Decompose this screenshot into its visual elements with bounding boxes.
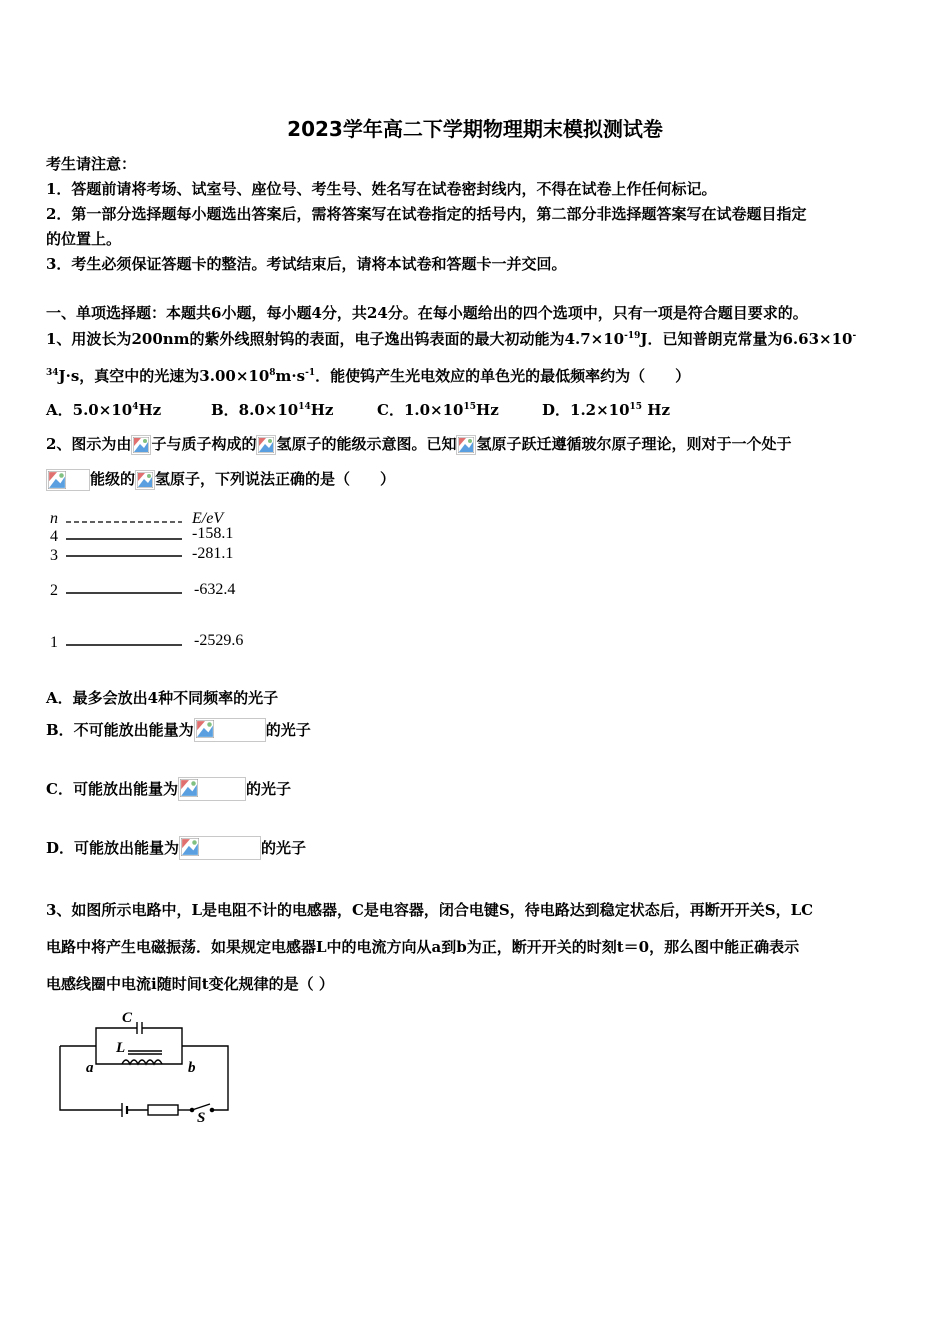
circuit-wire-left bbox=[60, 1046, 122, 1110]
q3-line3: 电感线圈中电流i随时间t变化规律的是（ ） bbox=[46, 975, 334, 993]
page-title: 2023学年高二下学期物理期末模拟测试卷 bbox=[287, 117, 663, 141]
q1-line2 bbox=[46, 365, 690, 386]
q2-text: 2、图示为由 bbox=[46, 435, 132, 453]
label-l: L bbox=[116, 1040, 126, 1056]
broken-image-icon bbox=[131, 435, 151, 455]
q1-option-b: B．$8.0\times 10^{14}Hz$ bbox=[211, 401, 334, 419]
q1-wavelength: 200nm bbox=[131, 330, 190, 348]
level-e-1: -2529.6 bbox=[194, 632, 244, 649]
q2-option-c: C．可能放出能量为 的光子 bbox=[46, 777, 291, 801]
resistor bbox=[148, 1105, 178, 1115]
lc-circuit-diagram bbox=[50, 1008, 240, 1128]
level-e-2: -632.4 bbox=[194, 581, 236, 598]
label-c: C bbox=[122, 1010, 133, 1026]
notice-heading: 考生请注意： bbox=[46, 155, 137, 173]
level-n-2: 2 bbox=[50, 582, 58, 599]
q2-option-b: B．不可能放出能量为 的光子 bbox=[46, 718, 311, 742]
diagram-e-label: E/eV bbox=[192, 510, 224, 527]
broken-image-icon bbox=[178, 777, 246, 801]
q2-text: 子与质子构成的 bbox=[151, 435, 257, 453]
q1-unit-exp: -1 bbox=[305, 368, 316, 378]
level-n-4: 4 bbox=[50, 528, 58, 545]
q2-text: 氢原子跃迁遵循玻尔原子理论，则对于一个处于 bbox=[476, 435, 792, 453]
loop-wire bbox=[96, 1028, 182, 1064]
q2-line2 bbox=[46, 468, 395, 491]
broken-image-icon bbox=[456, 435, 476, 455]
broken-image-icon bbox=[135, 470, 155, 490]
notice-item-2: 2．第一部分选择题每小题选出答案后，需将答案写在试卷指定的括号内，第二部分非选择题答案写在试卷题目指定 bbox=[46, 205, 807, 223]
q2-option-d: D．可能放出能量为 的光子 bbox=[46, 836, 306, 860]
broken-image-icon bbox=[194, 718, 266, 742]
q1-lightspeed: 3.00×10 bbox=[199, 367, 270, 385]
q1-line1 bbox=[46, 328, 856, 349]
q1-lightspeed-exp: 8 bbox=[269, 368, 276, 378]
broken-image-icon bbox=[46, 469, 90, 491]
q1-planck-exp: - bbox=[852, 331, 857, 341]
q1-option-d: D．$1.2\times 10^{15}$ Hz bbox=[542, 401, 670, 419]
q1-question: ．能使钨产生光电效应的单色光的最低频率约为（ ） bbox=[315, 367, 691, 385]
circuit-wire-right bbox=[182, 1046, 228, 1110]
notice-item-2-cont: 的位置上。 bbox=[46, 230, 122, 248]
broken-image-icon bbox=[179, 836, 261, 860]
q2-text: 能级的 bbox=[90, 470, 136, 488]
label-s: S bbox=[197, 1110, 206, 1126]
q1-unit: m·s bbox=[275, 367, 306, 385]
q1-planck-exp-cont: 34 bbox=[46, 368, 59, 378]
q1-energy: 4.7×10 bbox=[564, 330, 625, 348]
level-n-1: 1 bbox=[50, 634, 58, 651]
diagram-n-label: n bbox=[50, 510, 58, 527]
q3-line2: 电路中将产生电磁振荡．如果规定电感器L中的电流方向从a到b为正，断开开关的时刻t＝0，那么图中能正确表示 bbox=[46, 938, 800, 956]
q1-option-a: A．$5.0\times 10^4Hz$ bbox=[46, 401, 162, 419]
energy-level-diagram bbox=[44, 505, 264, 655]
q1-text: 的紫外线照射钨的表面，电子逸出钨表面的最大初动能为 bbox=[189, 330, 565, 348]
q3-line1: 3、如图所示电路中，L是电阻不计的电感器，C是电容器，闭合电键S，待电路达到稳定状态后，再断开开关S，LC bbox=[46, 901, 814, 919]
level-e-3: -281.1 bbox=[192, 545, 234, 562]
broken-image-icon bbox=[256, 435, 276, 455]
q1-energy-exp: -19 bbox=[624, 331, 641, 341]
q1-planck: 6.63×10 bbox=[782, 330, 853, 348]
q2-text: 氢原子的能级示意图。已知 bbox=[276, 435, 457, 453]
label-b: b bbox=[188, 1060, 196, 1076]
level-n-3: 3 bbox=[50, 547, 58, 564]
q1-option-c: C．$1.0\times 10^{15}Hz$ bbox=[377, 401, 499, 419]
notice-item-1: 1．答题前请将考场、试室号、座位号、考生号、姓名写在试卷密封线内，不得在试卷上作任何标记。 bbox=[46, 180, 717, 198]
label-a: a bbox=[86, 1060, 94, 1076]
q1-text: J．已知普朗克常量为 bbox=[640, 330, 783, 348]
q1-text: J·s，真空中的光速为 bbox=[58, 367, 200, 385]
section-heading: 一、单项选择题：本题共6小题，每小题4分，共24分。在每小题给出的四个选项中，只有一项是符合题目要求的。 bbox=[46, 304, 808, 322]
q2-text: 氢原子，下列说法正确的是（ ） bbox=[155, 470, 396, 488]
q2-line1 bbox=[46, 433, 792, 455]
q2-option-a: A．最多会放出4种不同频率的光子 bbox=[46, 689, 279, 707]
q1-text: 1、用波长为 bbox=[46, 330, 132, 348]
notice-item-3: 3．考生必须保证答题卡的整洁。考试结束后，请将本试卷和答题卡一并交回。 bbox=[46, 255, 567, 273]
level-e-4: -158.1 bbox=[192, 525, 234, 542]
